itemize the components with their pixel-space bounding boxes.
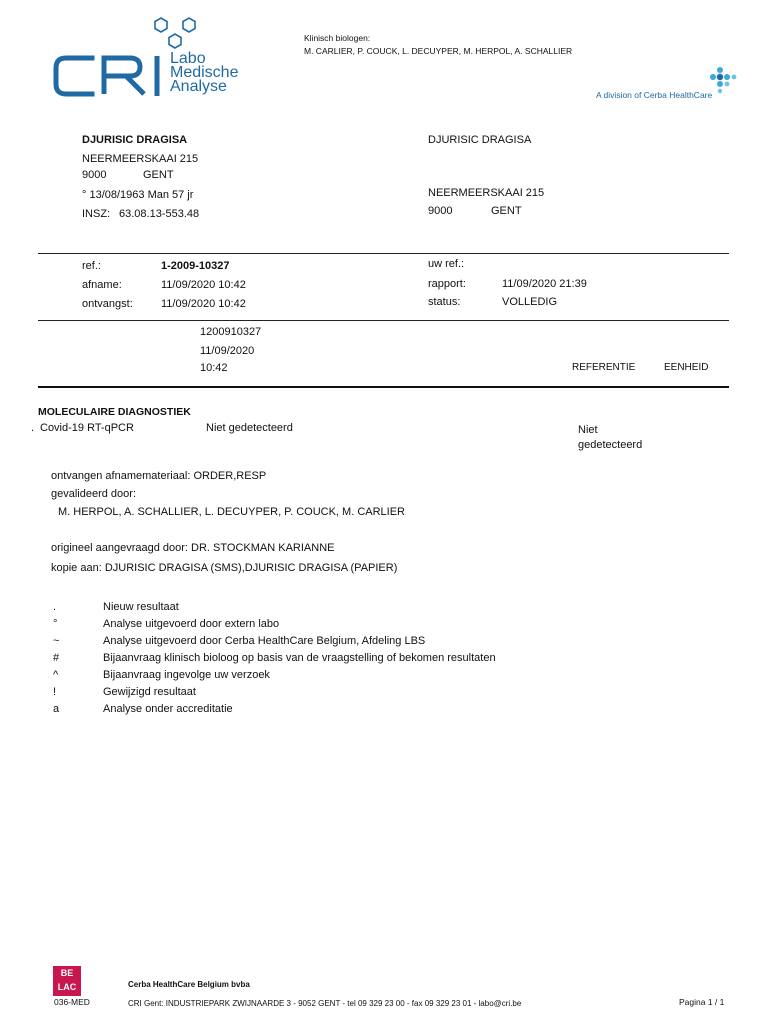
cri-logo (52, 16, 272, 102)
patient-city: GENT (143, 169, 174, 181)
belac-logo (53, 966, 81, 996)
company-address: CRI Gent: INDUSTRIEPARK ZWIJNAARDE 3 - 9052 GENT - tel 09 329 23 00 - fax 09 329 23 01 - labo@cri.be (128, 999, 522, 1008)
legend-symbol: # (53, 652, 60, 664)
sample-time: 10:42 (200, 362, 228, 374)
company-name: Cerba HealthCare Belgium bvba (128, 980, 250, 989)
recipient-street: NEERMEERSKAAI 215 (428, 187, 545, 199)
legend-text: Analyse onder accreditatie (103, 703, 233, 715)
copy-to: kopie aan: DJURISIC DRAGISA (SMS),DJURISIC DRAGISA (PAPIER) (51, 562, 398, 574)
legend-symbol: ~ (53, 635, 60, 647)
results-top-rule (38, 386, 729, 388)
cri-logo-mark (52, 16, 272, 102)
patient-birth: ° 13/08/1963 Man 57 jr (82, 189, 194, 201)
ref-label: ref.: (82, 260, 101, 272)
material-note: ontvangen afnamemateriaal: ORDER,RESP (51, 470, 267, 482)
ontvangst-label: ontvangst: (82, 298, 133, 310)
rapport-value: 11/09/2020 21:39 (502, 278, 587, 290)
legend-text: Analyse uitgevoerd door extern labo (103, 618, 280, 630)
logo-line-medische: Medische (170, 64, 239, 81)
cerba-tagline: A division of Cerba HealthCare (596, 90, 713, 100)
belac-code: 036-MED (54, 997, 90, 1007)
column-header-unit: EENHEID (664, 362, 709, 373)
validated-names: M. HERPOL, A. SCHALLIER, L. DECUYPER, P. COUCK, M. CARLIER (58, 506, 405, 518)
status-value: VOLLEDIG (502, 296, 558, 308)
afname-label: afname: (82, 279, 122, 291)
logo-line-labo: Labo (170, 50, 206, 67)
legend-text: Analyse uitgevoerd door Cerba HealthCare Belgium, Afdeling LBS (103, 635, 426, 647)
legend-symbol: a (53, 703, 60, 715)
section-title: MOLECULAIRE DIAGNOSTIEK (38, 406, 191, 418)
ref-value: 1-2009-10327 (161, 260, 230, 272)
legend-symbol: . (53, 601, 57, 613)
meta-top-rule (38, 253, 729, 254)
result-reference-line2: gedetecteerd (578, 439, 643, 451)
uwref-label: uw ref.: (428, 258, 465, 270)
legend-text: Gewijzigd resultaat (103, 686, 196, 698)
patient-street: NEERMEERSKAAI 215 (82, 153, 199, 165)
sample-id: 1200910327 (200, 326, 262, 338)
patient-name: DJURISIC DRAGISA (82, 134, 188, 146)
ontvangst-value: 11/09/2020 10:42 (161, 298, 246, 310)
patient-insz: 63.08.13-553.48 (119, 208, 200, 220)
biologists-label: Klinisch biologen: (304, 33, 371, 43)
logo-line-analyse: Analyse (170, 78, 227, 95)
requested-by: origineel aangevraagd door: DR. STOCKMAN KARIANNE (51, 542, 335, 554)
belac-letters-top: BE (60, 968, 74, 978)
meta-bottom-rule (38, 320, 729, 321)
belac-letters-bottom: LAC (57, 982, 77, 992)
legend-symbol: ! (53, 686, 57, 698)
legend-text: Bijaanvraag klinisch bioloog op basis van de vraagstelling of bekomen resultaten (103, 652, 496, 664)
patient-insz-label: INSZ: (82, 208, 111, 220)
validated-label: gevalideerd door: (51, 488, 137, 500)
afname-value: 11/09/2020 10:42 (161, 279, 246, 291)
recipient-name: DJURISIC DRAGISA (428, 134, 532, 146)
status-label: status: (428, 296, 461, 308)
column-header-reference: REFERENTIE (572, 362, 636, 373)
sample-date: 11/09/2020 (200, 345, 255, 357)
recipient-postcode: 9000 (428, 205, 453, 217)
recipient-city: GENT (491, 205, 522, 217)
result-test-name: Covid-19 RT-qPCR (40, 422, 134, 434)
result-reference-line1: Niet (578, 424, 598, 436)
patient-postcode: 9000 (82, 169, 107, 181)
legend-symbol: ° (53, 618, 58, 630)
page-number: Pagina 1 / 1 (679, 997, 725, 1007)
legend-text: Bijaanvraag ingevolge uw verzoek (103, 669, 270, 681)
result-marker: . (31, 422, 35, 434)
legend-symbol: ^ (53, 669, 59, 681)
rapport-label: rapport: (428, 278, 466, 290)
result-value: Niet gedetecteerd (206, 422, 293, 434)
legend-text: Nieuw resultaat (103, 601, 179, 613)
biologists-names: M. CARLIER, P. COUCK, L. DECUYPER, M. HERPOL, A. SCHALLIER (304, 46, 573, 56)
